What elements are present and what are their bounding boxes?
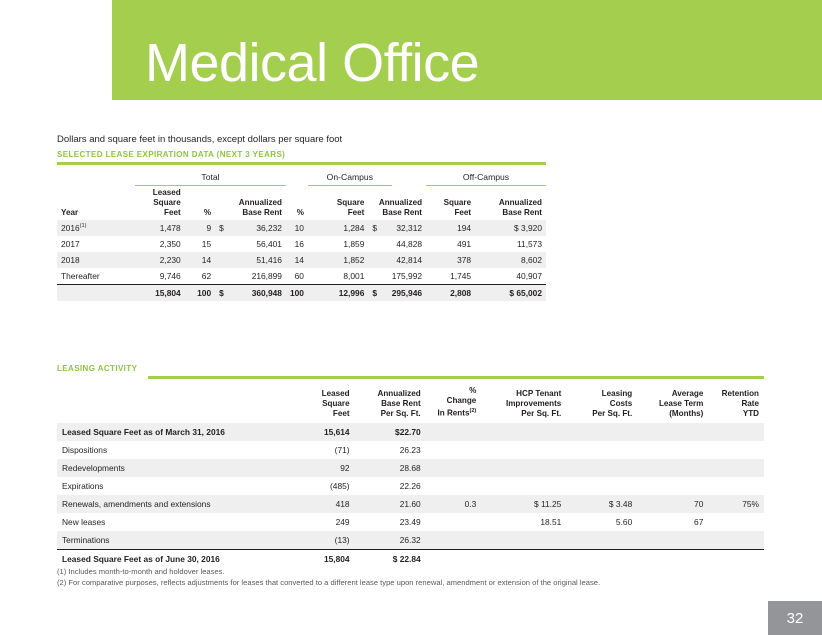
cell-year [57, 285, 135, 302]
cell-total-abr-currency: $ [215, 285, 229, 302]
cell-retention [708, 441, 764, 459]
cell-leased-sf: (71) [334, 444, 350, 455]
table-row [57, 220, 546, 236]
cell-year: 2018 [61, 255, 80, 265]
cell-retention [708, 531, 764, 550]
footnote-1: (1) Includes month-to-month and holdover leases. [57, 567, 225, 576]
lease-expiration-table [57, 170, 546, 301]
cell-off-sf: 1,745 [450, 271, 472, 281]
units-note: Dollars and square feet in thousands, except dollars per square foot [57, 134, 343, 145]
cell-lc-psf [566, 423, 637, 441]
col-hcp-tenant-improvements: HCP Tenant Improvements Per Sq. Ft. [505, 388, 562, 418]
cell-total-abr-currency [215, 236, 229, 252]
cell-abr-psf: $22.70 [395, 426, 421, 437]
cell-off-abr: $ 65,002 [475, 285, 546, 302]
cell-abr-psf: 28.68 [399, 462, 421, 473]
cell-ti-psf [481, 531, 566, 550]
cell-on-abr: 44,828 [396, 239, 423, 249]
cell-on-sf: 8,001 [343, 271, 365, 281]
cell-activity-label: New leases [62, 516, 106, 527]
col-off-abr: Annualized Base Rent [498, 198, 542, 217]
cell-activity-label: Renewals, amendments and extensions [62, 498, 211, 509]
cell-total-abr: 51,416 [256, 255, 282, 265]
cell-on-abr-currency: $ [372, 223, 378, 233]
table-row [57, 252, 546, 268]
cell-abr-psf: 21.60 [399, 498, 421, 509]
cell-on-sf: 1,284 [343, 223, 365, 233]
cell-lc-psf: 5.60 [615, 516, 633, 527]
col-activity-label [57, 386, 294, 423]
cell-total-abr-pct: 100 [286, 285, 308, 302]
table-total-row [57, 549, 764, 568]
cell-abr-psf: 26.32 [399, 534, 421, 545]
col-total-abr: Annualized Base Rent [238, 198, 282, 217]
cell-ti-psf [481, 441, 566, 459]
cell-total-pct: 15 [201, 239, 212, 249]
cell-off-abr: 8,602 [521, 255, 542, 265]
cell-lc-psf [566, 549, 637, 568]
col-on-abr: Annualized Base Rent [378, 198, 423, 217]
col-total-leased-sf: Leased Square Feet [152, 188, 181, 217]
cell-total-abr: 360,948 [229, 285, 286, 302]
cell-abr-psf: 26.23 [399, 444, 421, 455]
table-row [57, 236, 546, 252]
cell-total-abr-currency [215, 252, 229, 268]
col-pct-change-in-rents: % Change In Rents$^{(2)}$ [437, 386, 477, 418]
table-row [57, 531, 764, 550]
cell-lc-psf [566, 459, 637, 477]
cell-leased-sf: 92 [340, 462, 350, 473]
cell-total-pct: 14 [201, 255, 212, 265]
cell-lease-term [637, 441, 708, 459]
col-retention-rate: Retention Rate YTD [721, 388, 759, 418]
cell-lease-term: 67 [694, 516, 704, 527]
cell-activity-label: Redevelopments [62, 462, 125, 473]
cell-on-sf: 1,859 [343, 239, 365, 249]
cell-lease-term [637, 423, 708, 441]
cell-activity-label: Terminations [62, 534, 110, 545]
cell-leased-sf: 15,614 [323, 426, 350, 437]
cell-abr-psf: 22.26 [399, 480, 421, 491]
section-title-leasing-activity: LEASING ACTIVITY [57, 364, 138, 373]
cell-total-sf: 1,478 [159, 223, 181, 233]
cell-activity-label: Dispositions [62, 444, 108, 455]
col-leasing-costs: Leasing Costs Per Sq. Ft. [592, 388, 633, 418]
group-header-off-campus: Off-Campus [426, 170, 546, 186]
table-row [57, 459, 764, 477]
cell-total-sf: 2,230 [159, 255, 181, 265]
table-group-header-row [57, 170, 546, 186]
footnote-2: (2) For comparative purposes, reflects adjustments for leases that converted to a different lease type upon renewal, amendment or extension of the original lease. [57, 578, 601, 587]
cell-ti-psf [481, 459, 566, 477]
cell-retention [708, 423, 764, 441]
table-row [57, 495, 764, 513]
page-title: Medical Office [145, 33, 480, 93]
cell-total-abr: 36,232 [256, 223, 282, 233]
cell-lease-term [637, 477, 708, 495]
cell-off-abr: $ 3,920 [514, 223, 542, 233]
col-year: Year [61, 208, 79, 217]
cell-on-abr-currency [368, 236, 391, 252]
cell-leased-sf: 418 [335, 498, 350, 509]
cell-leased-sf: (485) [330, 480, 350, 491]
cell-retention [708, 549, 764, 568]
cell-total-sf: 9,746 [159, 271, 181, 281]
cell-abr-psf: 23.49 [399, 516, 421, 527]
cell-year: 2016$^{(1)}$ [61, 223, 87, 233]
cell-total-abr-pct: 10 [294, 223, 304, 233]
cell-retention [708, 513, 764, 531]
cell-pct-change [426, 441, 482, 459]
cell-on-abr-currency [368, 268, 391, 285]
col-on-sf: Square Feet [336, 198, 365, 217]
cell-off-abr: 11,573 [517, 239, 542, 249]
cell-activity-label: Leased Square Feet as of June 30, 2016 [57, 549, 294, 568]
cell-on-abr: 32,312 [396, 223, 423, 233]
cell-total-sf: 2,350 [159, 239, 181, 249]
page-number: 32 [768, 601, 822, 635]
footnotes [57, 566, 797, 588]
cell-ti-psf [481, 423, 566, 441]
cell-ti-psf: $ 11.25 [533, 498, 562, 509]
cell-total-abr: 56,401 [256, 239, 282, 249]
cell-lc-psf [566, 477, 637, 495]
section-title-lease-expiration: SELECTED LEASE EXPIRATION DATA (NEXT 3 YEARS) [57, 150, 286, 159]
group-header-on-campus: On-Campus [308, 170, 392, 186]
cell-leased-sf: 249 [335, 516, 350, 527]
cell-pct-change [426, 459, 482, 477]
cell-ti-psf [481, 549, 566, 568]
cell-total-abr-pct: 60 [294, 271, 304, 281]
cell-activity-label: Leased Square Feet as of March 31, 2016 [62, 426, 225, 437]
cell-lease-term [637, 549, 708, 568]
cell-total-sf: 15,804 [135, 285, 185, 302]
cell-total-abr-currency [215, 268, 229, 285]
cell-on-abr-currency: $ [368, 285, 391, 302]
table-column-header-row [57, 386, 764, 423]
col-total-abr-pct: % [296, 208, 304, 217]
cell-on-sf: 12,996 [308, 285, 368, 302]
table-total-row [57, 285, 546, 302]
cell-on-sf: 1,852 [343, 255, 365, 265]
col-abr-per-sqft: Annualized Base Rent Per Sq. Ft. [377, 388, 421, 418]
cell-on-abr-currency [368, 252, 391, 268]
cell-pct-change [426, 423, 482, 441]
cell-lease-term [637, 531, 708, 550]
col-leased-sf: Leased Square Feet [321, 388, 350, 418]
cell-off-sf: 2,808 [426, 285, 475, 302]
leasing-activity-table [57, 386, 764, 568]
cell-on-abr: 42,814 [396, 255, 423, 265]
group-header-total: Total [135, 170, 286, 186]
col-total-pct: % [203, 208, 212, 217]
table-row [57, 423, 764, 441]
cell-abr-psf: $ 22.84 [355, 549, 426, 568]
cell-lease-term [637, 459, 708, 477]
cell-on-abr: 175,992 [391, 271, 423, 281]
table-row [57, 513, 764, 531]
cell-pct-change [426, 549, 482, 568]
cell-retention [708, 459, 764, 477]
cell-year: Thereafter [61, 271, 100, 281]
cell-total-abr-currency: $ [219, 223, 224, 233]
cell-off-sf: 491 [457, 239, 472, 249]
cell-ti-psf [481, 477, 566, 495]
cell-off-abr: 40,907 [516, 271, 542, 281]
cell-total-abr-pct: 14 [294, 255, 304, 265]
cell-leased-sf: (13) [334, 534, 350, 545]
cell-retention: 75% [742, 498, 759, 509]
cell-total-abr-pct: 16 [294, 239, 304, 249]
cell-leased-sf: 15,804 [294, 549, 355, 568]
cell-pct-change [426, 477, 482, 495]
cell-pct-change [426, 513, 482, 531]
col-average-lease-term: Average Lease Term (Months) [658, 388, 704, 418]
cell-pct-change: 0.3 [464, 498, 477, 509]
cell-off-sf: 194 [457, 223, 472, 233]
cell-lease-term: 70 [694, 498, 704, 509]
section-rule-1 [57, 162, 546, 165]
cell-year: 2017 [61, 239, 80, 249]
section-rule-2 [148, 376, 764, 379]
col-off-sf: Square Feet [443, 198, 472, 217]
cell-total-abr: 216,899 [251, 271, 282, 281]
cell-lc-psf [566, 441, 637, 459]
table-column-header-row [57, 186, 546, 221]
cell-lc-psf [566, 531, 637, 550]
cell-total-pct: 100 [185, 285, 215, 302]
cell-on-abr: 295,946 [392, 285, 426, 302]
cell-off-sf: 378 [457, 255, 472, 265]
cell-lc-psf: $ 3.48 [608, 498, 633, 509]
cell-total-pct: 9 [206, 223, 212, 233]
cell-retention [708, 477, 764, 495]
table-row [57, 441, 764, 459]
cell-total-pct: 62 [201, 271, 212, 281]
cell-pct-change [426, 531, 482, 550]
table-row [57, 268, 546, 285]
table-row [57, 477, 764, 495]
cell-activity-label: Expirations [62, 480, 104, 491]
cell-ti-psf: 18.51 [540, 516, 562, 527]
